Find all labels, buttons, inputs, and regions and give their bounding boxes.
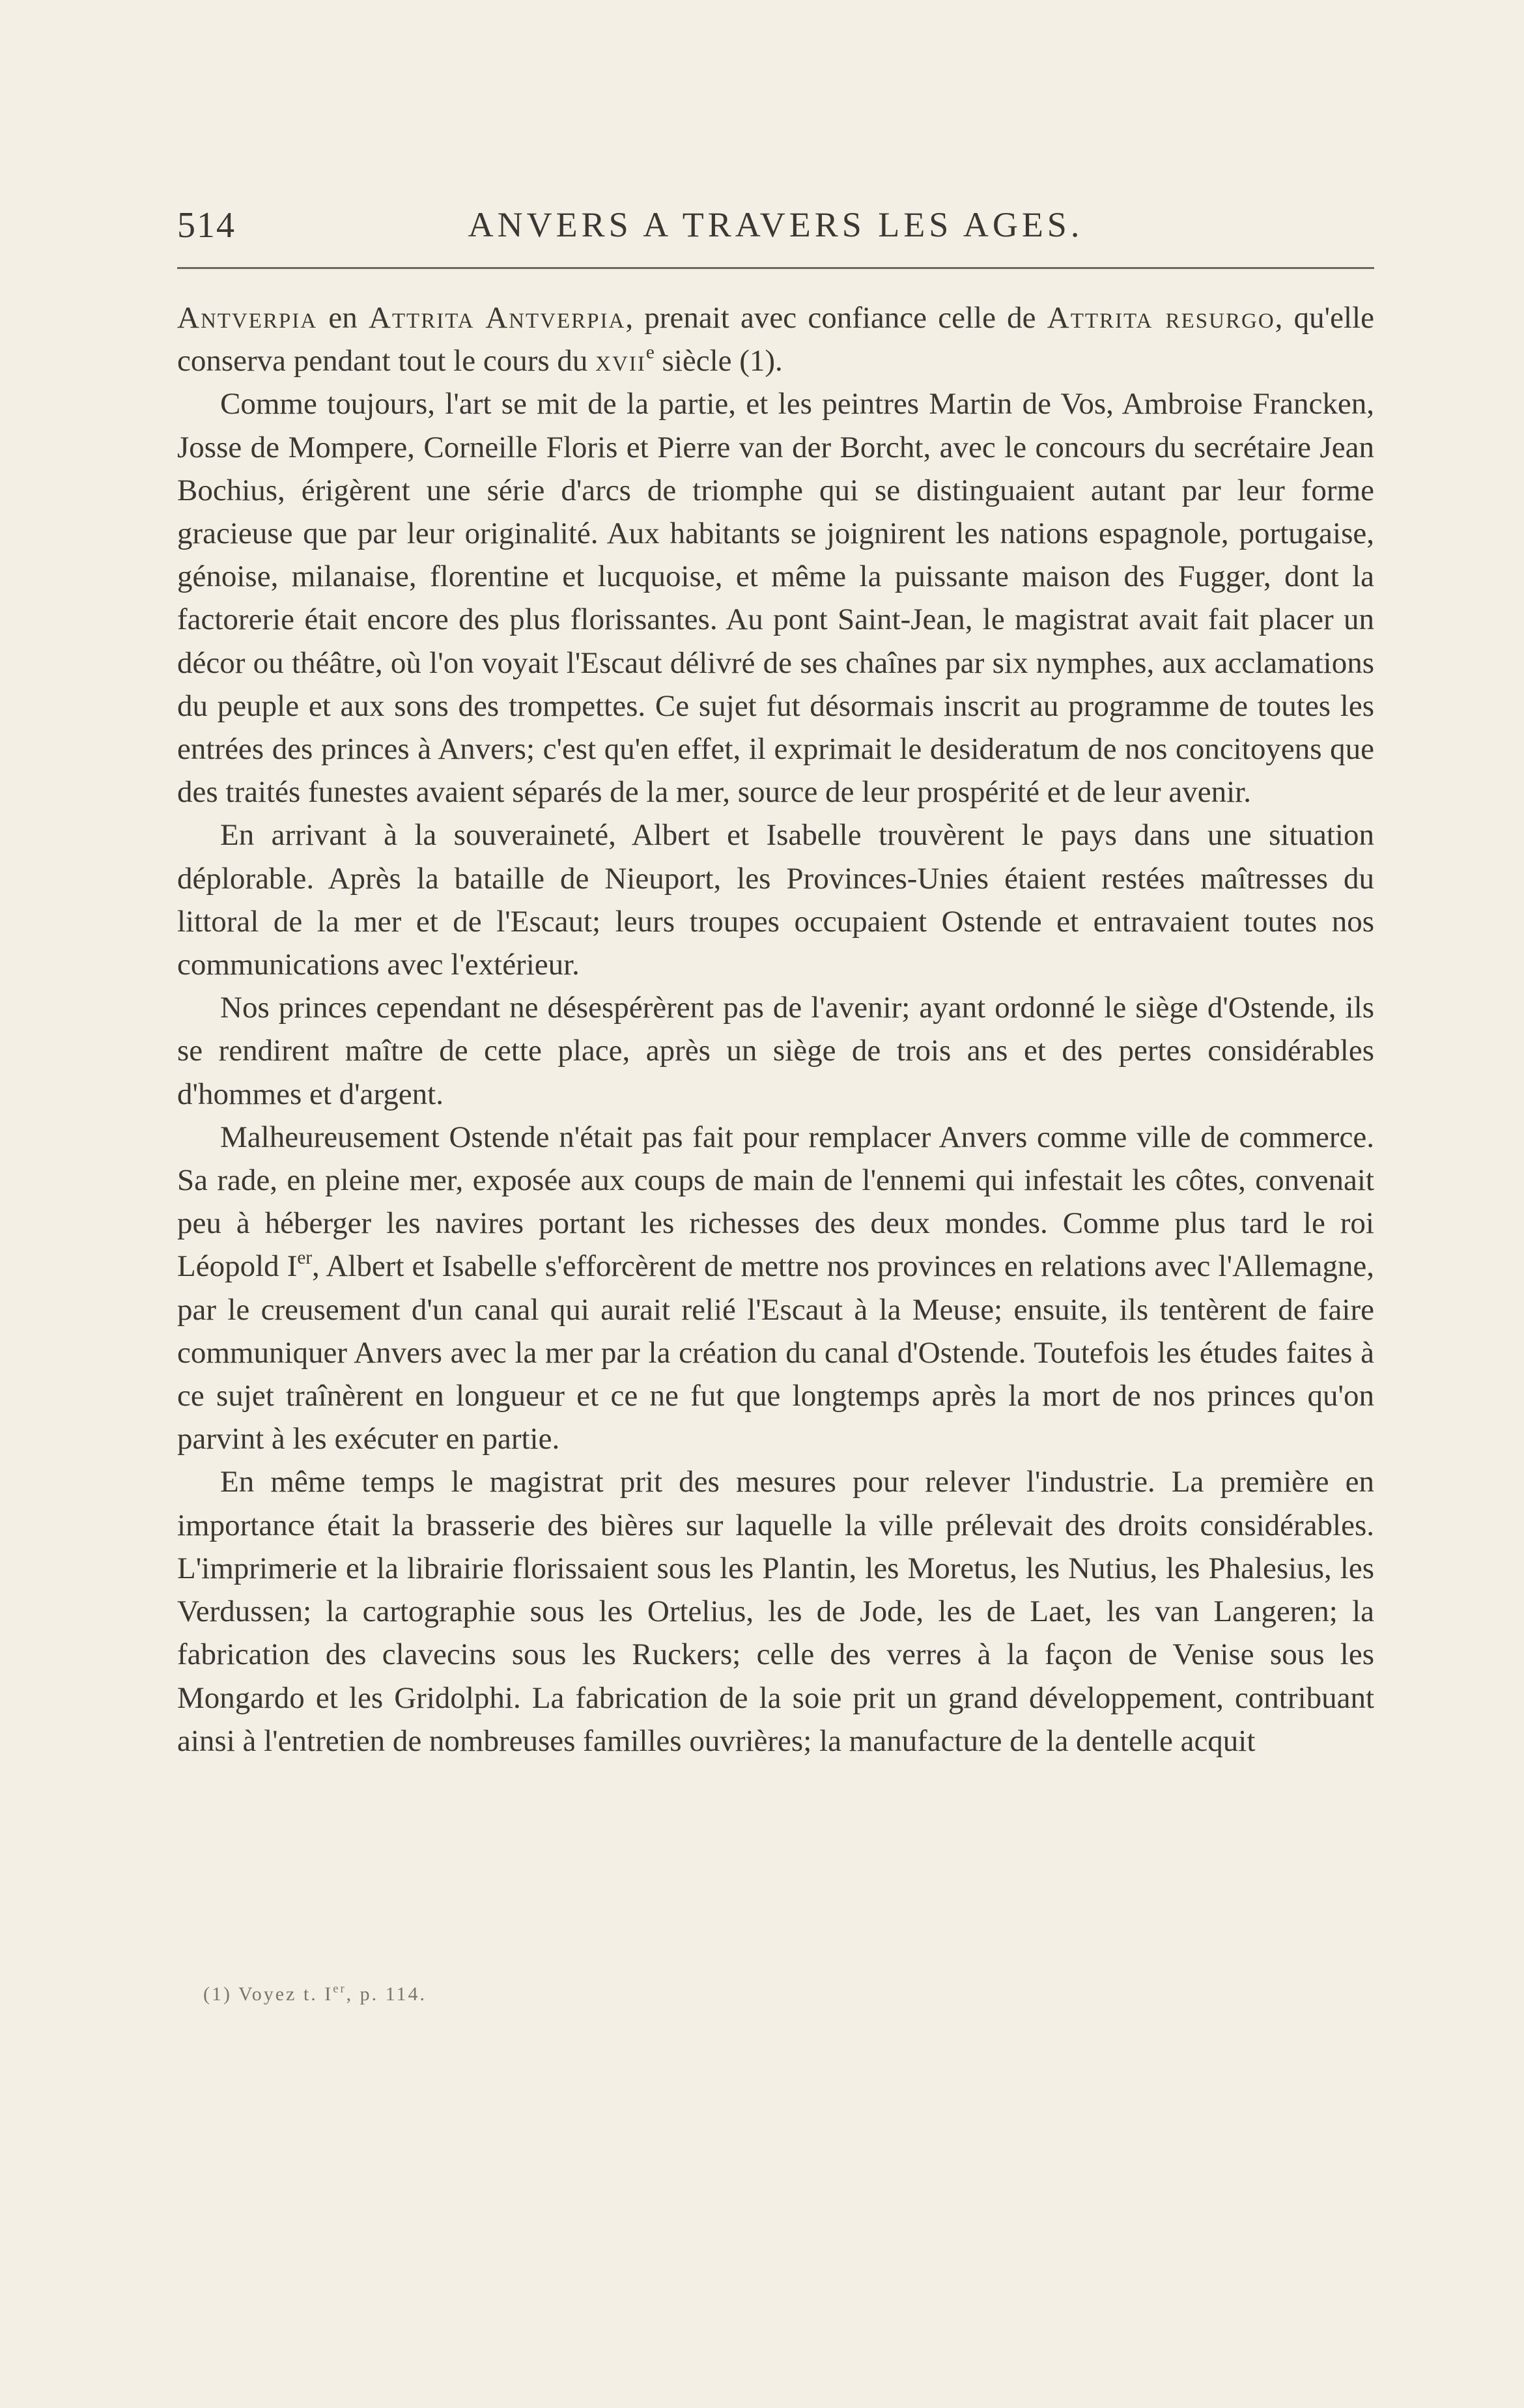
motto-antverpia: Antverpia — [177, 301, 318, 335]
paragraph-2: Comme toujours, l'art se mit de la partie, et les peintres Martin de Vos, Ambroise Francken, Josse de Mompere, Corneille Floris et Pierre van der Borcht, avec le concours du secrétaire Jean Bochius, érigèrent une série d'arcs de triomphe qui se distinguaient autant par leur forme gracieuse que par leur originalité. Aux habitants se joignirent les nations espagnole, portugaise, génoise, milanaise, florentine et lucquoise, et même la puissante maison des Fugger, dont la factorerie était encore des plus florissantes. Au pont Saint-Jean, le magistrat avait fait placer un décor ou théâtre, où l'on voyait l'Escaut délivré de ses chaînes par six nymphes, aux acclamations du peuple et aux sons des trompettes. Ce sujet fut désormais inscrit au programme de toutes les entrées des princes à Anvers; c'est qu'en effet, il exprimait le desideratum de nos concitoyens que des traités funestes avaient séparés de la mer, source de leur prospérité et de leur avenir. — [177, 387, 1374, 810]
running-title: ANVERS A TRAVERS LES AGES. — [468, 205, 1084, 244]
paragraph-6: En même temps le magistrat prit des mesures pour relever l'industrie. La première en importance était la brasserie des bières sur laquelle la ville prélevait des droits considérables. L'imprimerie et la librairie florissaient sous les Plantin, les Moretus, les Nutius, les Phalesius, les Verdussen; la cartographie sous les Ortelius, les de Jode, les de Laet, les van Langeren; la fabrication des clavecins sous les Ruckers; celle des verres à la façon de Venise sous les Mongardo et les Gridolphi. La fabrication de la soie prit un grand développement, contribuant ainsi à l'entretien de nombreuses familles ouvrières; la manufacture de la dentelle acquit — [177, 1465, 1374, 1758]
paragraph-5 — [177, 1116, 1374, 1461]
page-number: 514 — [177, 205, 236, 246]
text-run: siècle (1). — [654, 344, 783, 378]
footnote-superscript: er — [333, 1981, 346, 1996]
superscript-er: er — [297, 1247, 313, 1269]
footnote-text-end: , p. 114. — [346, 1983, 427, 2005]
motto-attrita-resurgo: Attrita resurgo — [1047, 301, 1275, 335]
body-text — [177, 296, 1374, 1763]
text-run: , prenait avec confiance celle de — [625, 301, 1047, 335]
text-run: en — [317, 301, 369, 335]
text-run: Malheureusement Ostende n'était pas fait pour remplacer Anvers comme ville de commerce. Sa rade, en pleine mer, exposée aux coups de main de l'ennemi qui infestait les côtes, convenait peu à héberger les navires portant les richesses des deux mondes. Comme plus tard le roi Léopold I — [177, 1120, 1374, 1284]
paragraph-3: En arrivant à la souveraineté, Albert et Isabelle trouvèrent le pays dans une situation déplorable. Après la bataille de Nieuport, les Provinces-Unies étaient restées maîtresses du littoral de la mer et de l'Escaut; leurs troupes occupaient Ostende et entravaient toutes nos communications avec l'extérieur. — [177, 818, 1374, 982]
paragraph-1 — [177, 296, 1374, 382]
page-header — [177, 195, 1374, 254]
text-run: , Albert et Isabelle s'efforcèrent de mettre nos provinces en relations avec l'Allemagne, par le creusement d'un canal qui aurait relié l'Escaut à la Meuse; ensuite, ils tentèrent de faire communiquer Anvers avec la mer par la création du canal d'Ostende. Toutefois les études faites à ce sujet traînèrent en longueur et ce ne fut que longtemps après la mort de nos princes qu'on parvint à les exécuter en partie. — [177, 1249, 1374, 1456]
motto-attrita-antverpia: Attrita Antverpia — [368, 301, 626, 335]
century-numeral: xvii — [595, 344, 646, 378]
paragraph-4: Nos princes cependant ne désespérèrent pas de l'avenir; ayant ordonné le siège d'Ostende, ils se rendirent maître de cette place, après un siège de trois ans et des pertes considérables d'hommes et d'argent. — [177, 991, 1374, 1111]
footnote-text: (1) Voyez t. I — [203, 1983, 333, 2005]
header-rule — [177, 267, 1374, 269]
text-run: , qu'elle conserva pendant tout le cours du — [177, 301, 1374, 378]
footnote — [203, 1983, 427, 2005]
century-superscript: e — [645, 342, 655, 363]
